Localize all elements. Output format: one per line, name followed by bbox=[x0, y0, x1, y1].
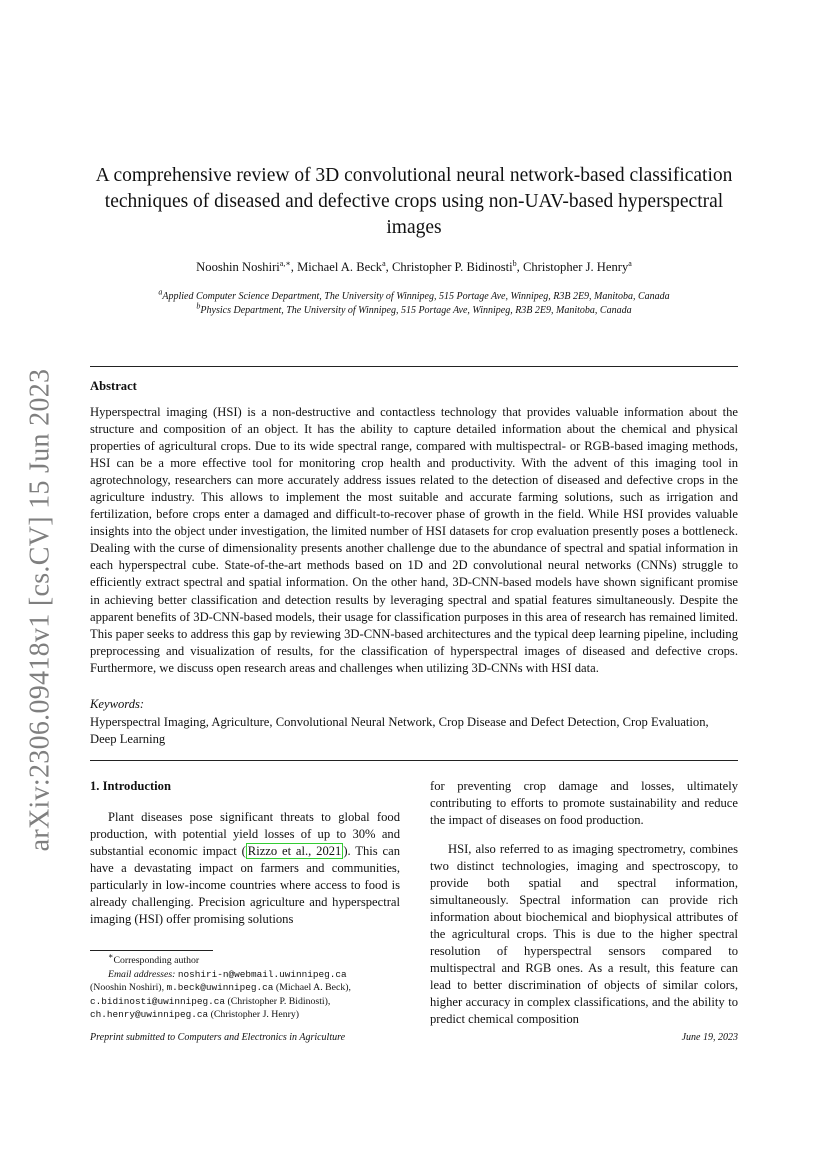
author-affiliation-mark: b bbox=[512, 258, 517, 268]
citation-link-rizzo-2021[interactable]: Rizzo et al., 2021 bbox=[247, 844, 342, 858]
footer-journal: Preprint submitted to Computers and Electronics in Agriculture bbox=[90, 1032, 346, 1043]
bottom-divider bbox=[90, 760, 738, 761]
right-column bbox=[430, 778, 738, 1028]
intro-paragraph-1: Plant diseases pose significant threats to global food production, with potential yield losses of up to 30% and substantial economic impact ( Rizzo et al., 2021 ). This can have a devastating impact on farmers and communities, particularly in low-income countries where access to food is already challenging. Precision agriculture and hyperspectral imaging (HSI) offer promising solutions bbox=[90, 810, 400, 926]
affiliation-a: $^a$Applied Computer Science Department, The University of Winnipeg, 515 Portage Ave, Winnipeg, R3B 2E9, Manitoba, Canada bbox=[158, 287, 670, 302]
corresponding-author-note: ∗Corresponding author bbox=[108, 951, 200, 966]
email-link-bidinosti[interactable]: c.bidinosti@uwinnipeg.ca bbox=[90, 995, 226, 1007]
author-affiliation-mark: a bbox=[628, 258, 632, 268]
author-affiliation-mark: a bbox=[382, 258, 386, 268]
email-line: ch.henry@uwinnipeg.ca (Christopher J. Henry) bbox=[90, 1009, 300, 1020]
arxiv-identifier-stamp bbox=[20, 365, 60, 855]
intro-paragraph-2: HSI, also referred to as imaging spectrometry, combines two distinct technologies, imaging and spectroscopy, to provide both spatial and spectral information, simultaneously. Spectral information can provide rich information about biochemical and biophysical attributes of the agricultural crops. This is due to the higher spectral resolution of hyperspectral sensors compared to multispectral and RGB ones. As a result, this feature can lead to better discrimination of objects of similar colors, higher accuracy in complex classifications, and the ability to predict chemical composition bbox=[430, 842, 738, 1026]
abstract-text: Hyperspectral imaging (HSI) is a non-destructive and contactless technology that provides valuable information about the structure and composition of an object. It has the ability to capture detailed information about the chemical and physical properties of agricultural crops. Due to its wide spectral range, compared with multispectral- or RGB-based imaging methods, HSI can be a more effective tool for monitoring crop health and productivity. With the advent of this imaging tool in agrotechnology, researchers can more accurately address issues related to the detection of diseased and defective crops in the agriculture industry. This allows to implement the most suitable and accurate farming solutions, such as irrigation and fertilization, before crops enter a damaged and difficult-to-recover phase of growth in the field. While HSI provides valuable insights into the object under investigation, the limited number of HSI datasets for crop evaluation presently poses a bottleneck. Dealing with the curse of dimensionality presents another challenge due to the abundance of spectral and spatial information in each hyperspectral cube. State-of-the-art methods based on 1D and 2D convolutional neural networks (CNNs) struggle to efficiently extract spectral and spatial information. On the other hand, 3D-CNN-based models have shown significant promise in achieving better classification and detection results by leveraging spectral and spatial features simultaneously. Despite the apparent benefits of 3D-CNN-based models, their usage for classification purposes in this area of research has remained limited. This paper seeks to address this gap by reviewing 3D-CNN-based architectures and the typical deep learning pipeline, including preprocessing and visualization of results, for the classification of hyperspectral images of diseased and defective crops. Furthermore, we discuss open research areas and challenges when utilizing 3D-CNNs with HSI data. bbox=[90, 405, 738, 675]
author-name: Michael A. Beck bbox=[297, 260, 383, 274]
affiliation-b: $^b$Physics Department, The University of Winnipeg, 515 Portage Ave, Winnipeg, R3B 2E9, Manitoba, Canada bbox=[196, 301, 632, 316]
author-name: Nooshin Noshiri bbox=[196, 260, 280, 274]
email-line: Email addresses: noshiri-n@webmail.uwinnipeg.ca bbox=[108, 968, 347, 980]
email-link-noshiri[interactable]: noshiri-n@webmail.uwinnipeg.ca bbox=[177, 968, 347, 980]
arxiv-identifier: arXiv:2306.09418v1 [cs.CV] 15 Jun 2023 bbox=[24, 368, 56, 852]
top-divider bbox=[90, 366, 738, 367]
footnotes bbox=[90, 951, 400, 1022]
author-name: Christopher P. Bidinosti bbox=[391, 260, 513, 274]
paper-title: A comprehensive review of 3D convolutional neural network-based classification techniques of diseased and defective crops using non-UAV-based hyperspectral images bbox=[95, 165, 733, 238]
email-link-beck[interactable]: m.beck@uwinnipeg.ca bbox=[166, 982, 274, 993]
author-affiliation-mark: a,∗ bbox=[279, 258, 291, 268]
footer-date: June 19, 2023 bbox=[681, 1032, 738, 1043]
section-heading-introduction: 1. Introduction bbox=[90, 779, 171, 793]
email-link-henry[interactable]: ch.henry@uwinnipeg.ca bbox=[90, 1009, 209, 1020]
email-line: c.bidinosti@uwinnipeg.ca (Christopher P. Bidinosti), bbox=[90, 995, 331, 1007]
abstract-heading: Abstract bbox=[90, 379, 137, 393]
left-column bbox=[90, 778, 400, 928]
affiliation-list bbox=[90, 287, 738, 318]
email-line: (Nooshin Noshiri), m.beck@uwinnipeg.ca (Michael A. Beck), bbox=[90, 982, 351, 993]
author-list: Nooshin Noshiri$^{a,∗}$, Michael A. Beck$^a$, Christopher P. Bidinosti$^b$, Christopher J. Henry$^a$ bbox=[196, 258, 632, 274]
intro-paragraph-1-continued: for preventing crop damage and losses, ultimately contributing to efforts to promote sustainability and reduce the impact of diseases on food production. bbox=[430, 779, 738, 827]
keywords-label: Keywords: bbox=[90, 697, 145, 711]
author-name: Christopher J. Henry bbox=[522, 260, 629, 274]
keywords-text: Hyperspectral Imaging, Agriculture, Convolutional Neural Network, Crop Disease and Defect Detection, Crop Evaluation, Deep Learning bbox=[90, 715, 709, 746]
